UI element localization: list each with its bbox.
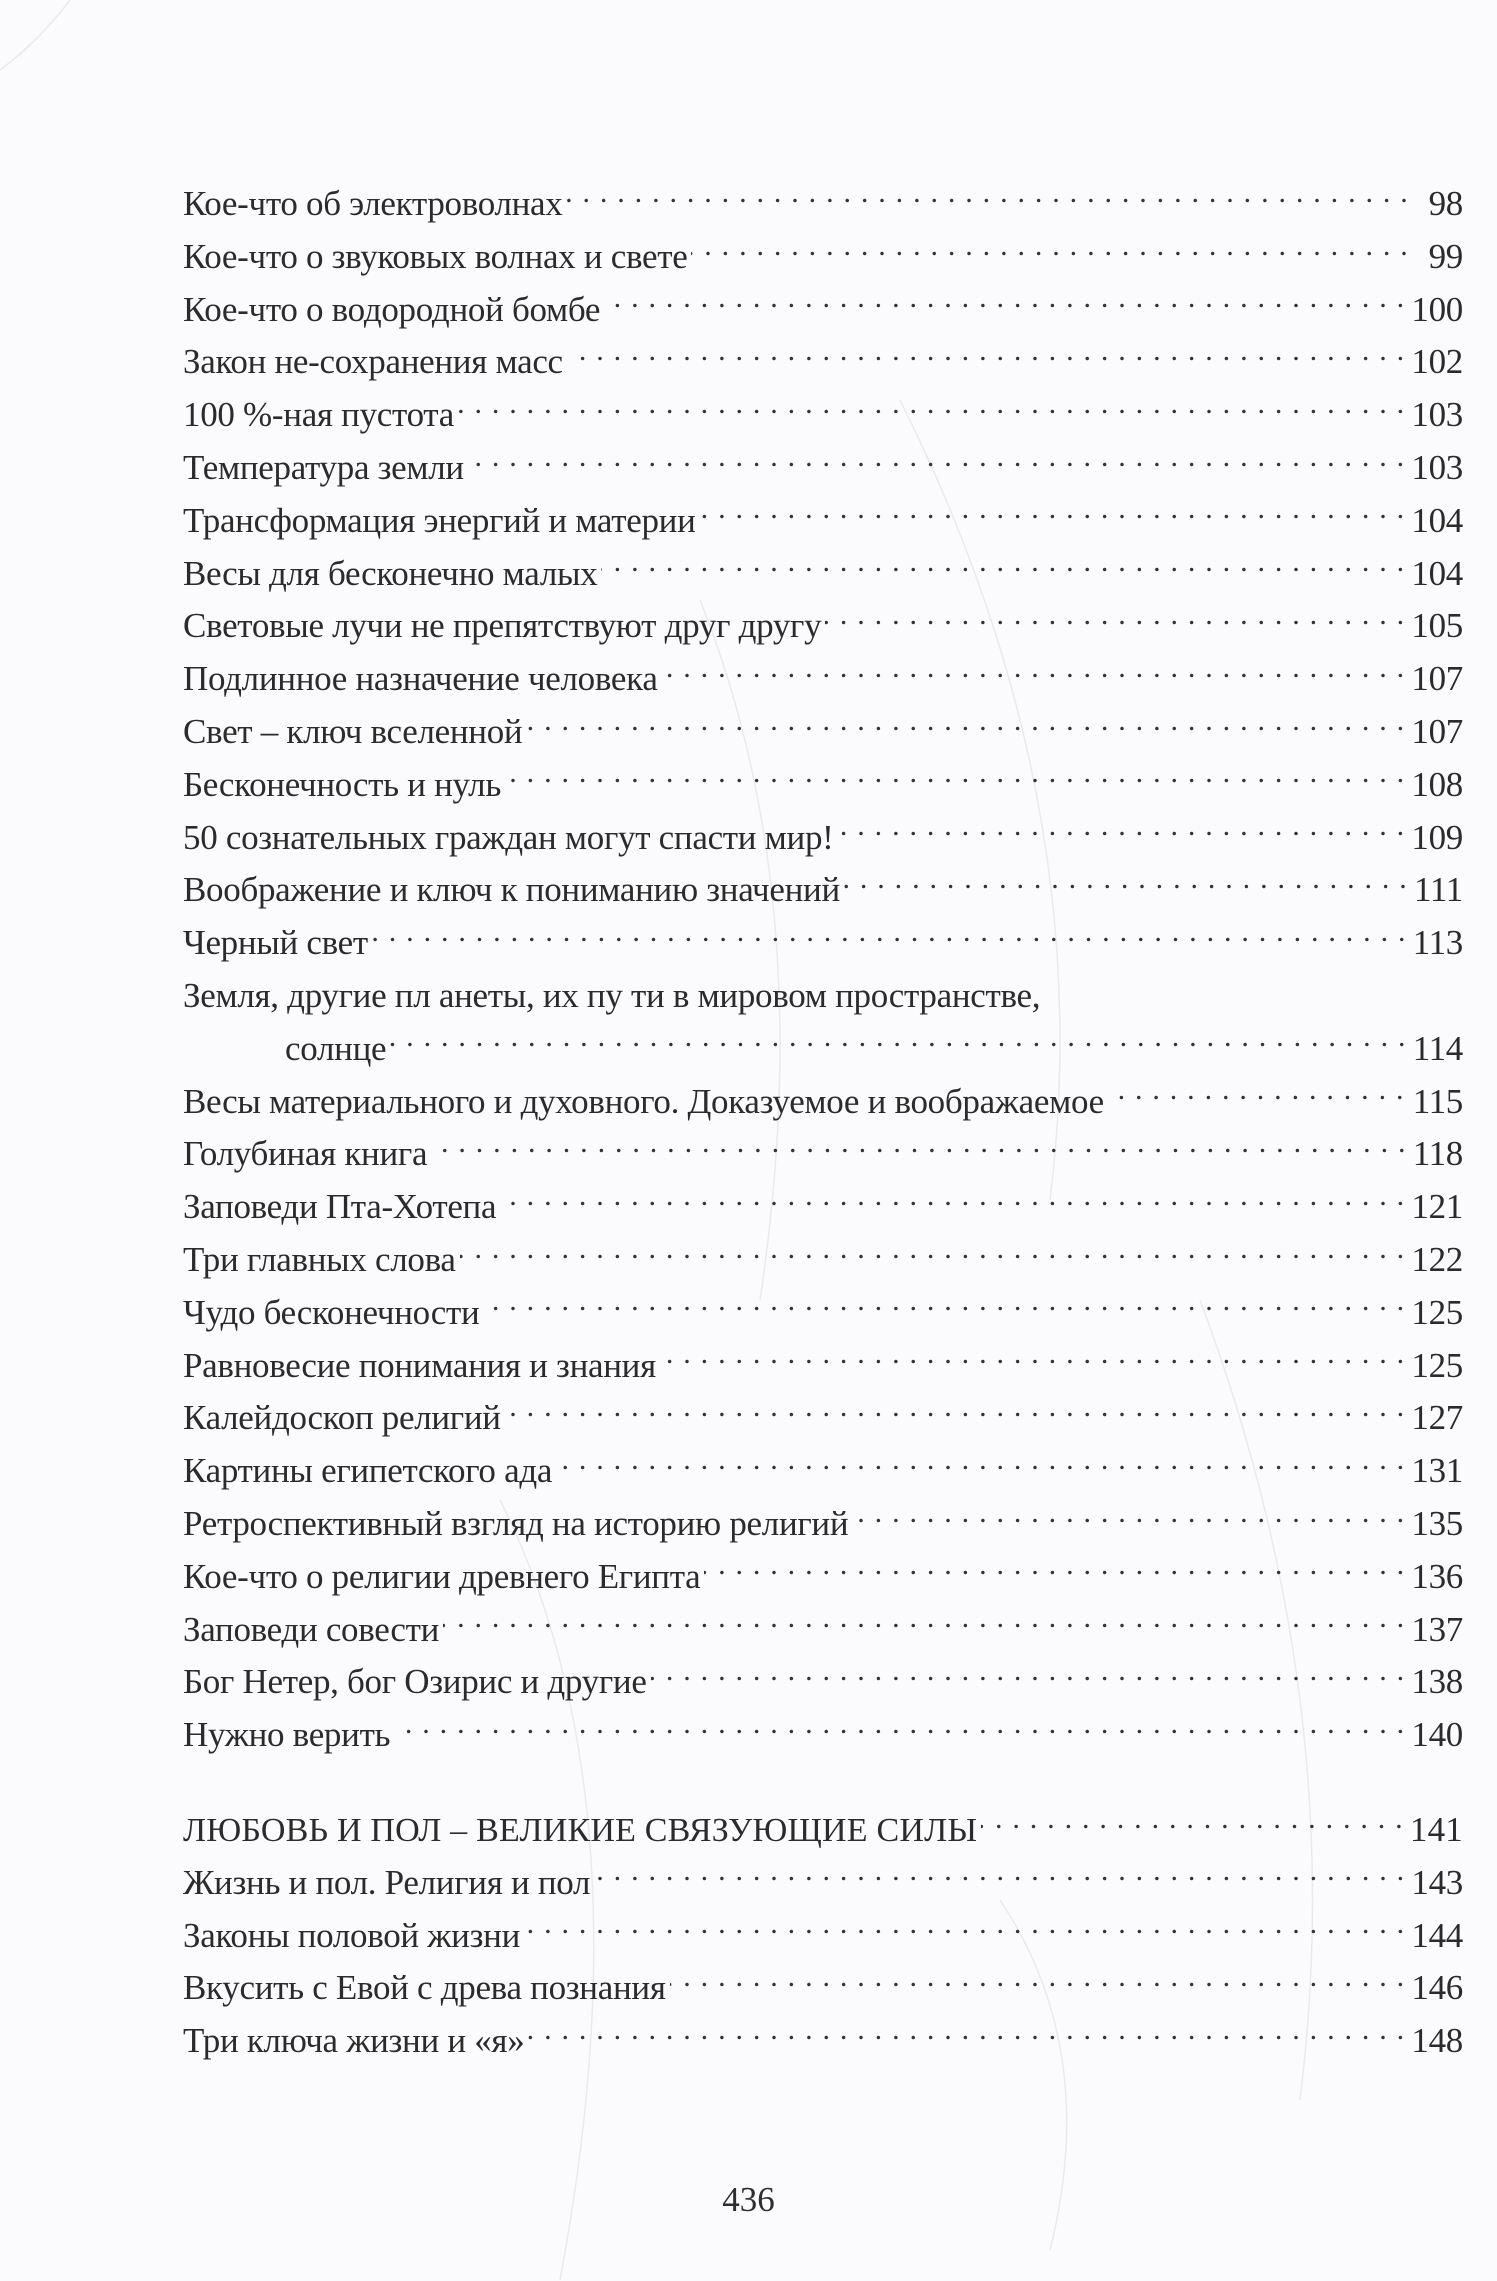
toc-entry-page: 107 <box>1411 659 1463 699</box>
toc-entry-title: 100 %-ная пустота <box>183 395 454 435</box>
leader-dots <box>505 1394 1406 1429</box>
toc-entry[interactable] <box>183 1128 1463 1181</box>
toc-entry[interactable] <box>183 178 1463 231</box>
toc-entry[interactable] <box>183 1604 1463 1657</box>
toc-entry-continuation[interactable] <box>183 1023 1463 1076</box>
toc-entry-page: 104 <box>1411 500 1463 540</box>
toc-entry-page: 102 <box>1411 342 1463 382</box>
leader-dots <box>526 708 1405 743</box>
toc-entry-title: Три ключа жизни и «я» <box>183 2021 525 2061</box>
toc-entry-title: Черный свет <box>183 923 368 963</box>
toc-entry-page: 125 <box>1411 1292 1463 1332</box>
toc-entry[interactable] <box>183 706 1463 759</box>
toc-entry-page: 107 <box>1411 711 1463 751</box>
toc-entry-title-continuation: солнце <box>285 1028 387 1068</box>
toc-entry-page: 115 <box>1412 1081 1463 1121</box>
toc-entry-page: 121 <box>1411 1187 1463 1227</box>
leader-dots <box>567 338 1406 373</box>
leader-dots <box>468 444 1406 479</box>
leader-dots <box>505 761 1405 796</box>
toc-entry-page: 135 <box>1411 1503 1463 1543</box>
toc-entry-page: 137 <box>1411 1609 1463 1649</box>
toc-entry-page: 131 <box>1411 1451 1463 1491</box>
toc-entry[interactable] <box>183 2015 1463 2068</box>
toc-entry[interactable] <box>183 1392 1463 1445</box>
toc-entry-page: 105 <box>1411 606 1463 646</box>
toc-entry-page: 127 <box>1411 1398 1463 1438</box>
toc-entry-page: 138 <box>1411 1662 1463 1702</box>
toc-entry-page: 100 <box>1411 289 1463 329</box>
leader-dots <box>394 1711 1405 1746</box>
toc-entry[interactable] <box>183 1656 1463 1709</box>
toc-entry-page: 103 <box>1411 447 1463 487</box>
toc-entry[interactable] <box>183 1076 1463 1129</box>
toc-entry-title: Кое-что о звуковых волнах и свете <box>183 236 688 276</box>
toc-entry-page: 143 <box>1411 1862 1463 1902</box>
toc-entry-page: 113 <box>1412 923 1463 963</box>
toc-entry-page: 144 <box>1411 1915 1463 1955</box>
toc-entry-title: Ретроспективный взгляд на историю религий <box>183 1503 849 1543</box>
toc-entry[interactable] <box>183 1910 1463 1963</box>
leader-dots <box>566 180 1409 215</box>
toc-entry[interactable] <box>183 231 1463 284</box>
leader-dots <box>460 1236 1406 1271</box>
toc-entry-title: Три главных слова <box>183 1239 456 1279</box>
toc-section-heading[interactable] <box>183 1804 1463 1857</box>
toc-entry[interactable] <box>183 284 1463 337</box>
toc-entry[interactable] <box>183 970 1463 1023</box>
toc-entry[interactable] <box>183 864 1463 917</box>
toc-entry-page: 125 <box>1411 1345 1463 1385</box>
leader-dots <box>601 550 1405 585</box>
toc-entry[interactable] <box>183 1709 1463 1762</box>
toc-entry[interactable] <box>183 1340 1463 1393</box>
toc-entry[interactable] <box>183 548 1463 601</box>
toc-entry[interactable] <box>183 1551 1463 1604</box>
leader-dots <box>458 391 1405 426</box>
toc-entry-title: Свет – ключ вселенной <box>183 711 523 751</box>
toc-entry-page: 118 <box>1412 1134 1463 1174</box>
table-of-contents <box>183 178 1463 2068</box>
toc-entry[interactable] <box>183 1857 1463 1910</box>
toc-entry-page: 140 <box>1411 1715 1463 1755</box>
leader-dots <box>443 1606 1405 1641</box>
toc-entry-page: 109 <box>1411 817 1463 857</box>
toc-entry-title: Законы половой жизни <box>183 1915 520 1955</box>
leader-dots <box>838 814 1406 849</box>
toc-entry[interactable] <box>183 1498 1463 1551</box>
toc-entry-page: 111 <box>1413 870 1463 910</box>
toc-entry-title: Жизнь и пол. Религия и пол <box>183 1862 591 1902</box>
leader-dots <box>660 1342 1405 1377</box>
leader-dots <box>1112 1078 1405 1113</box>
leader-dots <box>372 919 1407 954</box>
leader-dots <box>981 1806 1404 1841</box>
leader-dots <box>700 497 1406 532</box>
toc-entry-page: 146 <box>1411 1968 1463 2008</box>
leader-dots <box>670 1964 1406 1999</box>
toc-entry[interactable] <box>183 600 1463 653</box>
toc-entry-title: Кое-что о водородной бомбе <box>183 289 601 329</box>
toc-entry[interactable] <box>183 812 1463 865</box>
leader-dots <box>594 1859 1405 1894</box>
toc-entry[interactable] <box>183 442 1463 495</box>
leader-dots <box>691 233 1409 268</box>
leader-dots <box>704 1553 1405 1588</box>
leader-dots <box>524 1912 1405 1947</box>
toc-entry-title: Голубиная книга <box>183 1134 428 1174</box>
toc-entry-title: Закон не-сохранения масс <box>183 342 563 382</box>
toc-entry[interactable] <box>183 653 1463 706</box>
toc-entry-title: Весы материального и духовного. Доказуемое и воображаемое <box>183 1081 1104 1121</box>
leader-dots <box>852 1500 1405 1535</box>
leader-dots <box>528 2017 1405 2052</box>
toc-entry-title: Вкусить с Евой с древа познания <box>183 1968 666 2008</box>
toc-entry-page: 136 <box>1411 1556 1463 1596</box>
leader-dots <box>651 1658 1406 1693</box>
toc-entry-page: 104 <box>1411 553 1463 593</box>
section-title: ЛЮБОВЬ И ПОЛ – ВЕЛИКИЕ СВЯЗУЮЩИЕ СИЛЫ <box>183 1811 978 1849</box>
toc-entry-page: 98 <box>1428 184 1463 223</box>
toc-entry-title: Картины египетского ада <box>183 1451 553 1491</box>
toc-entry-page: 99 <box>1428 236 1463 276</box>
toc-entry-title: Заповеди Пта-Хотепа <box>183 1187 497 1227</box>
toc-entry-title: Калейдоскоп религий <box>183 1398 501 1438</box>
toc-entry-title: 50 сознательных граждан могут спасти мир! <box>183 817 834 857</box>
leader-dots <box>604 286 1405 321</box>
toc-entry[interactable] <box>183 389 1463 442</box>
toc-entry-title: Бесконечность и нуль <box>183 764 502 804</box>
toc-entry-title: Подлинное назначение человека <box>183 659 658 699</box>
toc-entry-title: Кое-что об электроволнах <box>183 184 563 223</box>
leader-dots <box>431 1130 1406 1165</box>
toc-entry-page: 114 <box>1412 1028 1463 1068</box>
toc-entry-title: Температура земли <box>183 447 464 487</box>
toc-entry[interactable] <box>183 1962 1463 2015</box>
toc-entry[interactable] <box>183 759 1463 812</box>
toc-entry[interactable] <box>183 1445 1463 1498</box>
toc-entry[interactable] <box>183 1181 1463 1234</box>
leader-dots <box>662 655 1406 690</box>
toc-entry-title: Бог Нетер, бог Озирис и другие <box>183 1662 647 1702</box>
toc-entry-title: Чудо бесконечности <box>183 1292 480 1332</box>
toc-entry[interactable] <box>183 917 1463 970</box>
toc-entry-page: 103 <box>1411 395 1463 435</box>
toc-entry-page: 122 <box>1411 1239 1463 1279</box>
toc-entry-title: Воображение и ключ к пониманию значений <box>183 870 840 910</box>
toc-entry[interactable] <box>183 495 1463 548</box>
leader-dots <box>825 602 1405 637</box>
toc-entry-title: Весы для бесконечно малых <box>183 553 598 593</box>
toc-entry-title: Кое-что о религии древнего Египта <box>183 1556 701 1596</box>
toc-entry-title: Равновесие понимания и знания <box>183 1345 656 1385</box>
leader-dots <box>483 1289 1405 1324</box>
toc-entry-title: Земля, другие пл анеты, их пу ти в мировом пространстве, <box>183 975 1041 1015</box>
leader-dots <box>500 1183 1405 1218</box>
toc-entry[interactable] <box>183 1234 1463 1287</box>
toc-entry[interactable] <box>183 1287 1463 1340</box>
toc-entry-title: Световые лучи не препятствуют друг другу <box>183 606 822 646</box>
section-page: 141 <box>1409 1809 1463 1849</box>
leader-dots <box>844 866 1408 901</box>
toc-entry-title: Трансформация энергий и материи <box>183 500 696 540</box>
toc-entry-page: 108 <box>1411 764 1463 804</box>
toc-entry-page: 148 <box>1411 2021 1463 2061</box>
toc-entry-title: Нужно верить <box>183 1715 391 1755</box>
toc-entry[interactable] <box>183 336 1463 389</box>
leader-dots <box>556 1447 1405 1482</box>
leader-dots <box>390 1025 1406 1060</box>
toc-entry-title: Заповеди совести <box>183 1609 440 1649</box>
page-number: 436 <box>722 2180 775 2219</box>
